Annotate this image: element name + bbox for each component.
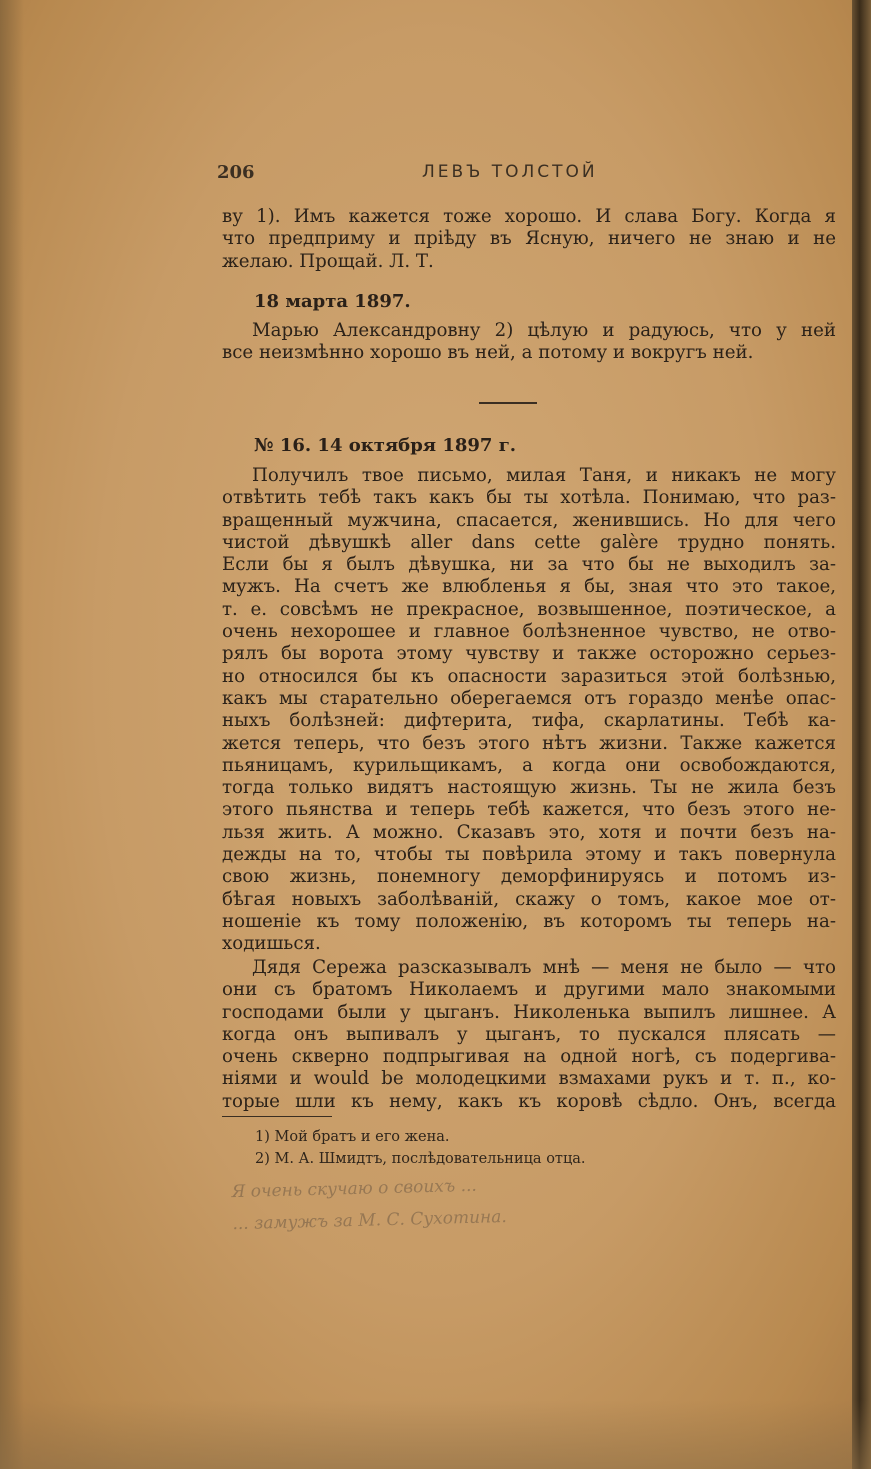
text-line: свою жизнь, понемногу деморфинируясь и потомъ из- [222,866,836,888]
footnotes [255,1126,586,1170]
text-line: Получилъ твое письмо, милая Таня, и никакъ не могу [252,465,836,486]
letter-paragraph-2 [222,957,836,1113]
annotation-line: Я очень скучаю о своихъ ... [231,1175,478,1203]
book-spine [852,0,871,1469]
text-line: ходишься. [222,933,321,955]
text-line: торые шли къ нему, какъ къ коровѣ сѣдло. Онъ, всегда [222,1090,836,1112]
text-line: чистой дѣвушкѣ aller dans cette galère трудно понять. [222,531,836,553]
text-line: ношеніе къ тому положенію, въ которомъ ты теперь на- [222,910,836,932]
text-line: жется теперь, что безъ этого нѣтъ жизни. Также кажется [222,732,836,754]
text-line: они съ братомъ Николаемъ и другими мало знакомыми [222,979,836,1001]
section-divider [479,402,537,404]
section1-paragraph [222,320,836,365]
text-line: дежды на то, чтобы ты повѣрила этому и такъ повернула [222,844,836,866]
text-line: Марью Александровну 2) цѣлую и радуюсь, что у ней [252,320,836,341]
text-line: ніями и would be молодецкими взмахами рукъ и т. п., ко- [222,1068,836,1090]
footnote: 2) М. А. Шмидтъ, послѣдовательница отца. [255,1151,586,1167]
text-line: очень нехорошее и главное болѣзненное чувство, не отво- [222,621,836,643]
text-line: что предприму и пріѣду въ Ясную, ничего не знаю и не [222,228,836,250]
text-line: очень скверно подпрыгивая на одной ногѣ, съ подергива- [222,1046,836,1068]
text-line: все неизмѣнно хорошо въ ней, а потому и вокругъ ней. [222,342,754,364]
continuation-paragraph [222,206,836,273]
letter-heading: № 16. 14 октября 1897 г. [254,435,517,456]
section-heading: 18 марта 1897. [254,291,411,312]
text-line: Дядя Сережа разсказывалъ мнѣ — меня не было — что [252,957,836,978]
text-line: рялъ бы ворота этому чувству и также осторожно серьез- [222,643,836,665]
text-line: Если бы я былъ дѣвушка, ни за что бы не выходилъ за- [222,554,836,576]
text-line: вращенный мужчина, спасается, женившись. Но для чего [222,509,836,531]
text-line: этого пьянства и теперь тебѣ кажется, что безъ этого не- [222,799,836,821]
text-line: когда онъ выпивалъ у цыганъ, то пускался плясать — [222,1023,836,1045]
annotation-line: ... замужъ за М. С. Сухотина. [232,1206,508,1235]
text-line: бѣгая новыхъ заболѣваній, скажу о томъ, какое мое от- [222,888,836,910]
text-line: отвѣтить тебѣ такъ какъ бы ты хотѣла. Понимаю, что раз- [222,487,836,509]
text-line: ныхъ болѣзней: дифтерита, тифа, скарлатины. Тебѣ ка- [222,710,836,732]
text-line: тогда только видятъ настоящую жизнь. Ты не жила безъ [222,777,836,799]
text-line: ву 1). Имъ кажется тоже хорошо. И слава Богу. Когда я [222,206,836,227]
running-head [217,160,837,188]
text-line: пьяницамъ, курильщикамъ, а когда они освобождаются, [222,754,836,776]
text-line: т. е. совсѣмъ не прекрасное, возвышенное, поэтическое, а [222,598,836,620]
text-line: какъ мы старательно оберегаемся отъ гораздо менѣе опас- [222,687,836,709]
text-line: мужъ. На счетъ же влюбленья я бы, зная что это такое, [222,576,836,598]
footnote: 1) Мой братъ и его жена. [255,1129,450,1145]
text-line: господами были у цыганъ. Николенька выпилъ лишнее. А [222,1001,836,1023]
text-line: желаю. Прощай. Л. Т. [222,250,434,272]
text-line: льзя жить. А можно. Сказавъ это, хотя и почти безъ на- [222,821,836,843]
page-number: 206 [217,162,255,183]
footnote-divider [222,1116,332,1117]
running-title: ЛЕВЪ ТОЛСТОЙ [422,162,598,182]
text-line: но относился бы къ опасности заразиться этой болѣзнью, [222,665,836,687]
page-left-edge [0,0,24,1469]
pencil-annotation [231,1164,703,1240]
letter-paragraph-1 [222,465,836,956]
page-bottom-wear [0,1400,871,1469]
